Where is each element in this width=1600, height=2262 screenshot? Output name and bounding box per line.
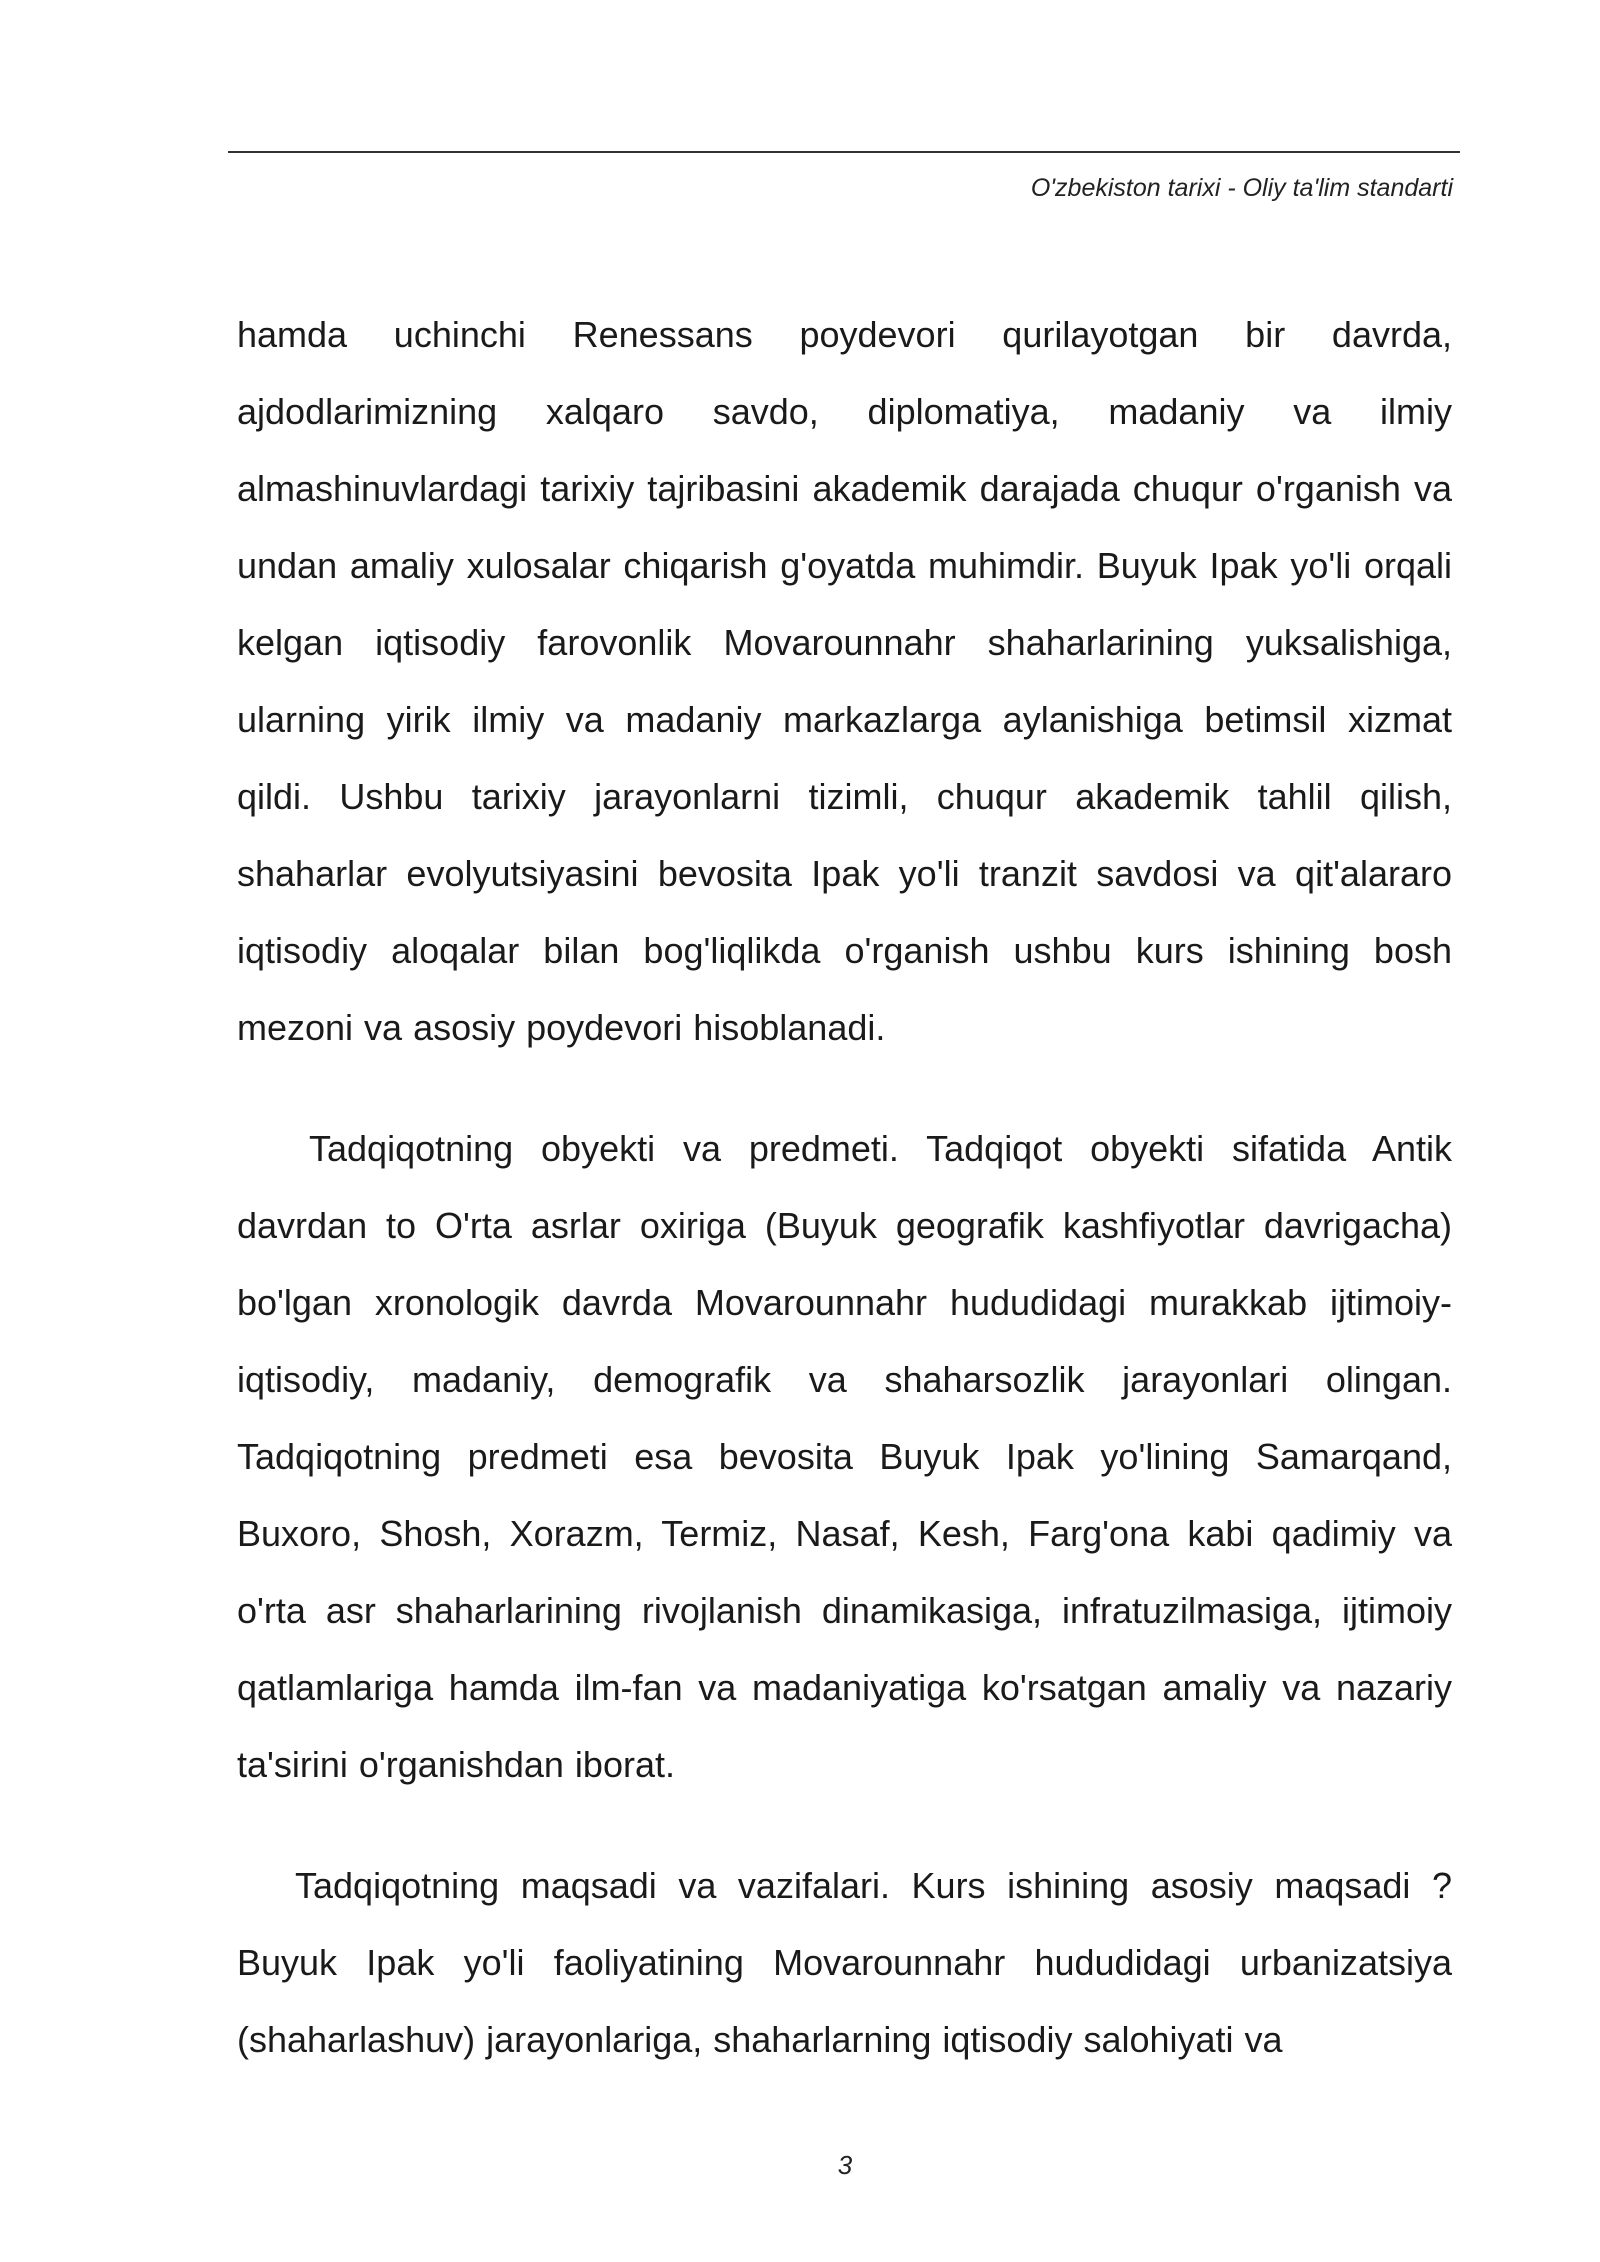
running-header: O'zbekiston tarixi - Oliy ta'lim standarti [1030,174,1453,202]
page-number: 3 [837,2150,853,2180]
paragraph-intro-continuation: hamda uchinchi Renessans poydevori qurilayotgan bir davrda, ajdodlarimizning xalqaro savdo, diplomatiya, madaniy va ilmiy almashinuvlardagi tarixiy tajribasini akademik darajada chuqur o'rganish va undan amaliy xulosalar chiqarish g'oyatda muhimdir. Buyuk Ipak yo'li orqali kelgan iqtisodiy farovonlik Movarounnahr shaharlarining yuksalishiga, ularning yirik ilmiy va madaniy markazlarga aylanishiga betimsil xizmat qildi. Ushbu tarixiy jarayonlarni tizimli, chuqur akademik tahlil qilish, shaharlar evolyutsiyasini bevosita Ipak yo'li tranzit savdosi va qit'alararo iqtisodiy aloqalar bilan bog'liqlikda o'rganish ushbu kurs ishining bosh mezoni va asosiy poydevori hisoblanadi. [237,314,1452,1048]
paragraph-research-object: Tadqiqotning obyekti va predmeti. Tadqiqot obyekti sifatida Antik davrdan to O'rta asrlar oxiriga (Buyuk geografik kashfiyotlar davrigacha) bo'lgan xronologik davrda Movarounnahr hududidagi murakkab ijtimoiy-iqtisodiy, madaniy, demografik va shaharsozlik jarayonlari olingan. Tadqiqotning predmeti esa bevosita Buyuk Ipak yo'lining Samarqand, Buxoro, Shosh, Xorazm, Termiz, Nasaf, Kesh, Farg'ona kabi qadimiy va o'rta asr shaharlarining rivojlanish dinamikasiga, infratuzilmasiga, ijtimoiy qatlamlariga hamda ilm-fan va madaniyatiga ko'rsatgan amaliy va nazariy ta'sirini o'rganishdan iborat. [237,1128,1452,1785]
body-text [237,296,1452,2078]
header-rule [228,151,1460,153]
paragraph-research-goals: Tadqiqotning maqsadi va vazifalari. Kurs ishining asosiy maqsadi ? Buyuk Ipak yo'li faoliyatining Movarounnahr hududidagi urbanizatsiya (shaharlashuv) jarayonlariga, shaharlarning iqtisodiy salohiyati va [237,1865,1452,2060]
